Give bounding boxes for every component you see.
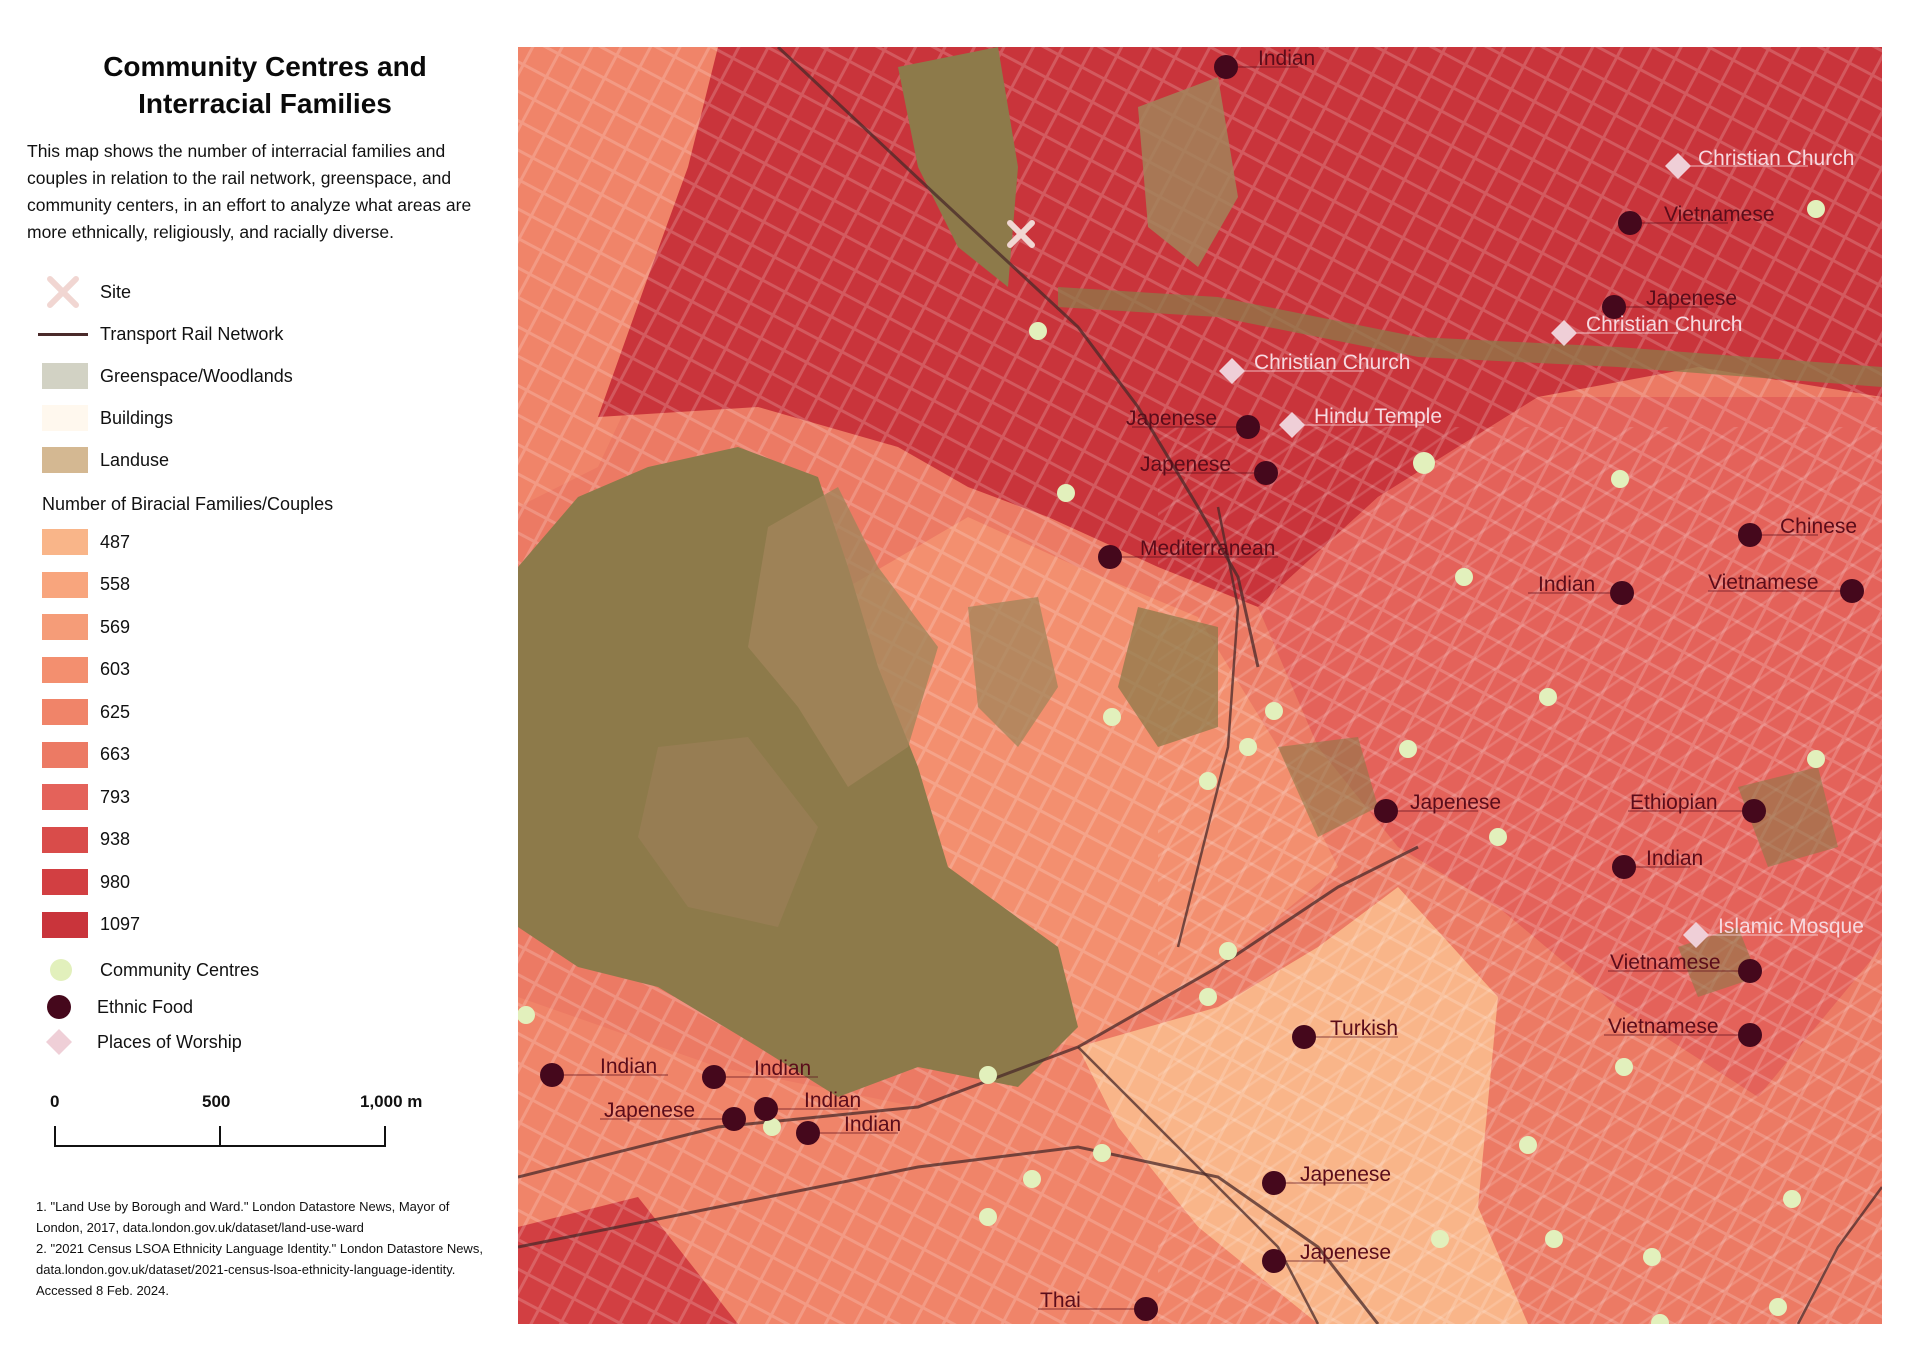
legend-class-row: [0, 527, 500, 557]
legend-class-value: 569: [100, 616, 131, 637]
scale-bar-graphic: [54, 1124, 394, 1154]
community-centre[interactable]: [979, 1066, 997, 1084]
food-label: Vietnamese: [1608, 1015, 1719, 1038]
community-centre[interactable]: [1783, 1190, 1801, 1208]
scale-tick-0: 0: [50, 1092, 60, 1111]
worship-label: Christian Church: [1586, 313, 1743, 336]
ethnic-food-point[interactable]: [796, 1121, 820, 1145]
food-label: Japenese: [1410, 791, 1502, 814]
buildings-swatch: [42, 405, 88, 431]
worship-label: Hindu Temple: [1314, 405, 1443, 428]
community-centre[interactable]: [1431, 1230, 1449, 1248]
ethnic-food-point[interactable]: [1292, 1025, 1316, 1049]
food-label: Indian: [754, 1057, 812, 1080]
legend-food-label: Ethnic Food: [97, 996, 194, 1017]
food-label: Japenese: [1300, 1163, 1392, 1186]
community-centre[interactable]: [1029, 322, 1047, 340]
community-centre[interactable]: [1413, 452, 1435, 474]
legend-class-value: 558: [100, 574, 131, 594]
legend-site-label: Site: [100, 281, 132, 302]
worship-label: Christian Church: [1698, 147, 1855, 170]
legend-class-row: [0, 867, 500, 897]
legend-rail: [0, 319, 500, 349]
legend-rail-label: Transport Rail Network: [100, 323, 284, 344]
legend-worship: [0, 1027, 500, 1057]
community-centre[interactable]: [1093, 1144, 1111, 1162]
ethnic-food-point[interactable]: [1610, 581, 1634, 605]
ethnic-food-point[interactable]: [754, 1097, 778, 1121]
site-cross-icon: [38, 278, 88, 306]
greenspace-swatch: [42, 363, 88, 389]
community-centre[interactable]: [1057, 484, 1075, 502]
title-line-2: Interracial Families: [138, 88, 392, 119]
community-centre[interactable]: [1265, 702, 1283, 720]
legend-food: [0, 992, 500, 1022]
legend-panel: [0, 0, 515, 1357]
community-centre[interactable]: [1239, 738, 1257, 756]
community-centre[interactable]: [1545, 1230, 1563, 1248]
ethnic-food-point[interactable]: [702, 1065, 726, 1089]
legend-buildings-label: Buildings: [100, 407, 174, 428]
legend-class-value: 793: [100, 786, 131, 807]
ethnic-food-point[interactable]: [1214, 55, 1238, 79]
worship-diamond-icon: [34, 1028, 84, 1056]
ethnic-food-point[interactable]: [1374, 799, 1398, 823]
worship-label: Islamic Mosque: [1718, 915, 1864, 938]
legend-class-value: 980: [100, 871, 131, 892]
food-label: Japenese: [1140, 453, 1232, 476]
map-title: [20, 48, 510, 122]
legend-class-row: [0, 697, 500, 727]
ethnic-food-point[interactable]: [1262, 1171, 1286, 1195]
food-label: Indian: [844, 1113, 902, 1136]
ethnic-food-point[interactable]: [1738, 1023, 1762, 1047]
food-label: Chinese: [1780, 515, 1858, 538]
ethnic-food-point[interactable]: [1262, 1249, 1286, 1273]
source-notes: [36, 1196, 496, 1301]
legend-class-row: [0, 612, 500, 642]
legend-site: [0, 277, 500, 307]
food-label: Japenese: [1300, 1241, 1392, 1264]
ethnic-food-point[interactable]: [1738, 959, 1762, 983]
legend-class-swatch: [42, 912, 88, 938]
title-line-1: Community Centres and: [103, 51, 427, 82]
legend-classes-title: Number of Biracial Families/Couples: [42, 494, 334, 514]
legend-worship-label: Places of Worship: [97, 1031, 242, 1052]
legend-class-swatch: [42, 699, 88, 725]
map-description: This map shows the number of interracial families and couples in relation to the rail network, greenspace, and community centers, in an effort to analyze what areas are more ethnically, religiously, and racially diverse.: [27, 141, 472, 242]
ethnic-food-point[interactable]: [1742, 799, 1766, 823]
food-label: Japenese: [1126, 407, 1218, 430]
legend-class-value: 663: [100, 744, 131, 764]
worship-label: Christian Church: [1254, 351, 1411, 374]
food-label: Indian: [600, 1055, 658, 1078]
scale-bar: [40, 1092, 440, 1162]
legend-class-swatch: [42, 742, 88, 768]
legend-greenspace: [0, 361, 500, 391]
legend-class-swatch: [42, 614, 88, 640]
ethnic-food-point[interactable]: [722, 1107, 746, 1131]
legend-class-value: 487: [100, 531, 131, 552]
scale-tick-1000: 1,000 m: [360, 1092, 423, 1111]
food-label: Indian: [1258, 47, 1316, 70]
food-label: Indian: [1646, 847, 1704, 870]
legend-class-value: 1097: [100, 914, 141, 934]
note-3: data.london.gov.uk/dataset/2021-census-lsoa-ethnicity-language-identity. Accessed 8 Feb. 2024.: [36, 1262, 456, 1298]
legend-class-swatch: [42, 869, 88, 895]
legend-class-value: 625: [100, 701, 131, 722]
community-centre[interactable]: [1615, 1058, 1633, 1076]
ethnic-food-point[interactable]: [1134, 1297, 1158, 1321]
food-label: Vietnamese: [1664, 203, 1775, 226]
legend-landuse: [0, 445, 500, 475]
food-label: Turkish: [1330, 1017, 1399, 1040]
community-centre[interactable]: [1199, 772, 1217, 790]
community-centre[interactable]: [1103, 708, 1121, 726]
community-centre[interactable]: [1455, 568, 1473, 586]
legend-class-row: [0, 825, 500, 855]
map-canvas[interactable]: [518, 47, 1882, 1324]
note-1: 1. "Land Use by Borough and Ward." London Datastore News, Mayor of London, 2017, data.london.gov.uk/dataset/land-use-ward: [36, 1199, 450, 1235]
ethnic-food-point[interactable]: [1618, 211, 1642, 235]
food-label: Japenese: [1646, 287, 1738, 310]
legend-class-swatch: [42, 657, 88, 683]
legend-class-swatch: [42, 827, 88, 853]
legend-class-swatch: [42, 529, 88, 555]
community-centre[interactable]: [1539, 688, 1557, 706]
legend-greenspace-label: Greenspace/Woodlands: [100, 365, 293, 386]
community-centre[interactable]: [1807, 750, 1825, 768]
food-label: Japenese: [604, 1099, 696, 1122]
community-centre[interactable]: [1219, 942, 1237, 960]
ethnic-food-point[interactable]: [540, 1063, 564, 1087]
community-centre-icon: [36, 956, 86, 984]
community-centre[interactable]: [1489, 828, 1507, 846]
legend-class-swatch: [42, 784, 88, 810]
scale-tick-500: 500: [202, 1092, 231, 1111]
food-label: Mediterranean: [1140, 537, 1276, 560]
rail-line-icon: [38, 320, 88, 348]
legend-class-row: [0, 910, 500, 940]
ethnic-food-point[interactable]: [1738, 523, 1762, 547]
landuse-swatch: [42, 447, 88, 473]
food-label: Vietnamese: [1610, 951, 1721, 974]
legend-community: [0, 955, 500, 985]
legend-community-label: Community Centres: [100, 959, 260, 980]
community-centre[interactable]: [1769, 1298, 1787, 1316]
food-label: Indian: [1538, 573, 1596, 596]
community-centre[interactable]: [1023, 1170, 1041, 1188]
note-2: 2. "2021 Census LSOA Ethnicity Language Identity." London Datastore News,: [36, 1241, 483, 1256]
legend-class-value: 938: [100, 829, 131, 849]
community-centre[interactable]: [979, 1208, 997, 1226]
community-centre[interactable]: [1519, 1136, 1537, 1154]
food-label: Ethiopian: [1630, 791, 1718, 814]
community-centre[interactable]: [1611, 470, 1629, 488]
legend-class-swatch: [42, 572, 88, 598]
community-centre[interactable]: [1199, 988, 1217, 1006]
legend-class-row: [0, 740, 500, 770]
food-label: Thai: [1040, 1289, 1081, 1312]
community-centre[interactable]: [1807, 200, 1825, 218]
ethnic-food-point[interactable]: [1840, 579, 1864, 603]
community-centre[interactable]: [1643, 1248, 1661, 1266]
legend-buildings: [0, 403, 500, 433]
ethnic-food-point[interactable]: [1612, 855, 1636, 879]
map-frame[interactable]: [518, 47, 1882, 1324]
ethnic-food-point[interactable]: [1098, 545, 1122, 569]
legend-landuse-label: Landuse: [100, 449, 170, 470]
legend-class-row: [0, 570, 500, 600]
legend-class-row: [0, 655, 500, 685]
community-centre[interactable]: [1399, 740, 1417, 758]
legend-class-row: [0, 782, 500, 812]
food-label: Vietnamese: [1708, 571, 1819, 594]
food-label: Indian: [804, 1089, 862, 1112]
ethnic-food-icon: [34, 993, 84, 1021]
legend-class-value: 603: [100, 659, 131, 679]
